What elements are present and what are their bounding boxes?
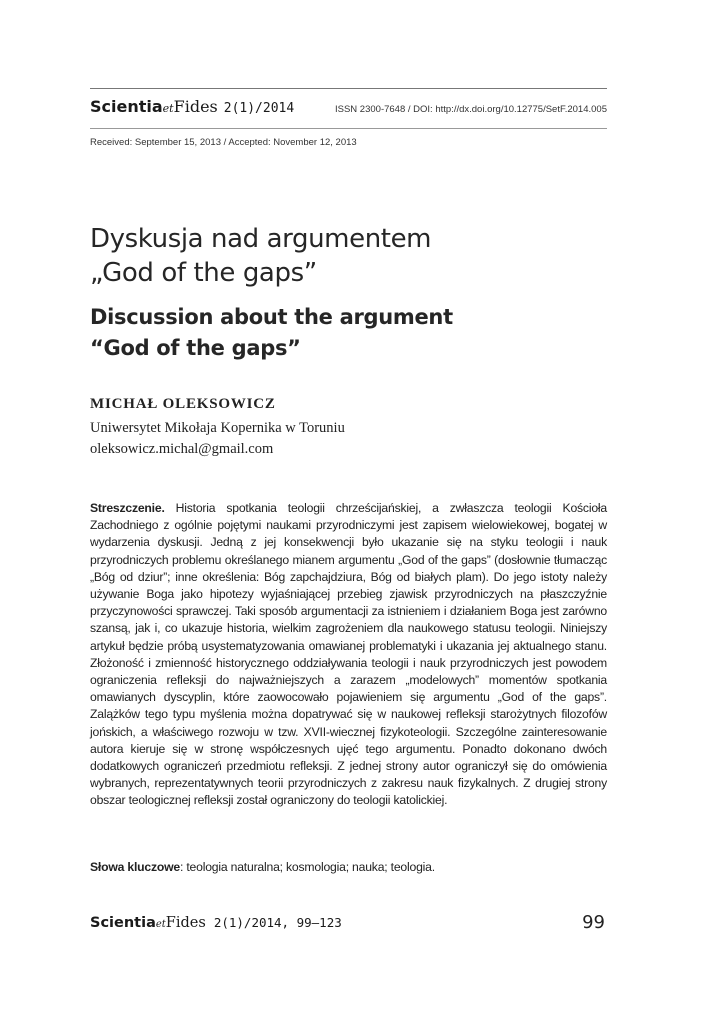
issn-doi[interactable]: ISSN 2300-7648 / DOI: http://dx.doi.org/10.12775/SetF.2014.005 (335, 104, 607, 115)
journal-logo-scientia: Scientia (90, 97, 163, 116)
footer-logo-et: et (155, 919, 166, 930)
author-affiliation: Uniwersytet Mikołaja Kopernika w Toruniu (90, 420, 345, 436)
abstract (90, 500, 607, 810)
title-polish-line-1: Dyskusja nad argumentem (90, 224, 432, 254)
keywords (90, 859, 607, 876)
abstract-label: Streszczenie. (90, 501, 165, 515)
footer-logo-fides: Fides (165, 915, 206, 931)
article-title-polish (90, 222, 431, 290)
author-details (90, 418, 345, 460)
header-top-rule (90, 88, 607, 89)
page-number: 99 (582, 912, 605, 933)
author-email[interactable]: oleksowicz.michal@gmail.com (90, 441, 274, 457)
article-title-english (90, 302, 453, 364)
keywords-text: : teologia naturalna; kosmologia; nauka; teologia. (180, 860, 435, 874)
header-bottom-rule (90, 128, 607, 129)
footer-logo-scientia: Scientia (90, 915, 156, 931)
journal-logo-fides: Fides (173, 97, 218, 116)
title-english-line-2: “God of the gaps” (90, 336, 301, 360)
page-footer (90, 915, 342, 931)
author-name: MICHAŁ OLEKSOWICZ (90, 396, 276, 412)
footer-issue-pages: 2(1)/2014, 99–123 (213, 915, 342, 930)
keywords-label: Słowa kluczowe (90, 860, 180, 874)
journal-masthead (90, 97, 294, 121)
title-polish-line-2: „God of the gaps” (90, 258, 317, 288)
journal-logo-et: et (162, 102, 174, 115)
received-accepted-dates: Received: September 15, 2013 / Accepted: November 12, 2013 (90, 137, 357, 148)
abstract-text: Historia spotkania teologii chrześcijańskiej, a zwłaszcza teologii Kościoła Zachodniego z ogólnie pojętymi naukami przyrodniczymi jest zapisem wielowiekowej, bogatej w wydarzenia dyskusji. Jedną z jej konsekwencji było ukazanie się na styku teologii i nauk przyrodniczych problemu określanego mianem argumentu „God of the gaps” (dosłownie tłumacząc „Bóg od dziur”; inne określenia: Bóg zapchajdziura, Bóg od białych plam). Do jego istoty należy używanie Boga jako hipotezy wyjaśniającej przebieg zjawisk przyrodniczych na płaszczyźnie przyczynowości sprawczej. Taki sposób argumentacji za istnieniem i działaniem Boga jest zarówno szansą, jak i, co ukazuje historia, wielkim zagrożeniem dla naukowego statusu teologii. Niniejszy artykuł będzie próbą usystematyzowania omawianej problematyki i ukazania jej aktualnego stanu. Złożoność i zmienność historycznego oddziaływania teologii i nauk przyrodniczych jest powodem ograniczenia refleksji do najważniejszych a zarazem „modelowych” momentów spotkania omawianych dyscyplin, które zaowocowało pojawieniem się argumentu „God of the gaps”. Zalążków tego typu myślenia można dopatrywać się w naukowej refleksji starożytnych filozofów jońskich, a właściwego rozwoju w tzw. XVII-wiecznej fizykoteologii. Szczególne zainteresowanie autora kieruje się w stronę współczesnych ujęć tego argumentu. Ponadto dokonano dwóch dodatkowych ograniczeń przedmiotu refleksji. Z jednej strony autor ograniczył się do omówienia wybranych, reprezentatywnych teorii przyrodniczych z zakresu nauk fizykalnych. Z drugiej strony obszar teologicznej refleksji został ograniczony do teologii katolickiej. (90, 501, 607, 808)
title-english-line-1: Discussion about the argument (90, 305, 453, 329)
journal-issue: 2(1)/2014 (223, 101, 295, 116)
